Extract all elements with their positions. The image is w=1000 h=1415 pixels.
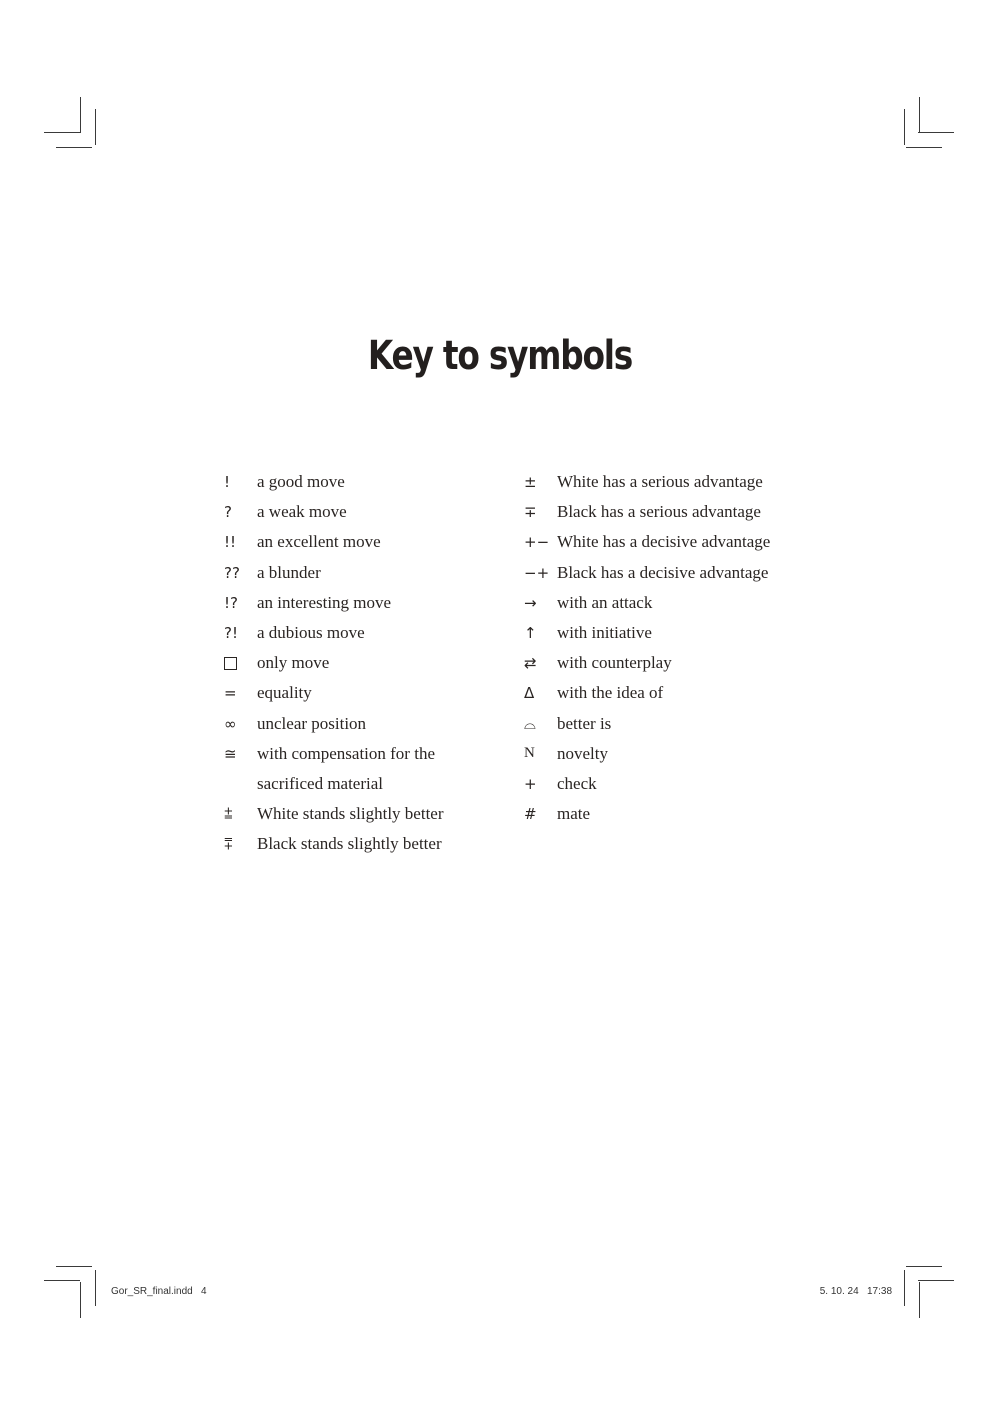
symbol-description: a weak move [257,502,347,522]
crop-mark [80,1282,81,1318]
symbol-row [224,678,444,708]
crop-mark [44,1280,80,1281]
symbol-description: an excellent move [257,532,381,552]
crop-mark [919,97,920,133]
symbol-row [224,527,444,557]
symbol: = [224,684,237,703]
symbol: + [524,774,537,793]
crop-mark [918,1280,954,1281]
arrow-right-icon: → [524,593,537,612]
symbol-description: with counterplay [557,653,672,673]
symbol-description: unclear position [257,713,367,733]
symbol-row [524,618,770,648]
symbol-description: equality [257,683,312,703]
symbol-row [224,588,444,618]
symbol-description: check [557,773,597,793]
symbol-description: Black has a decisive advantage [557,562,769,582]
crop-mark [56,1266,92,1267]
footer-timestamp: 5. 10. 24 17:38 [819,1286,892,1297]
symbol-row [524,678,770,708]
symbol-row [524,497,770,527]
symbol-row [524,467,770,497]
symbol-row [224,497,444,527]
symbol: ⩱ [224,835,233,854]
symbol-row [224,558,444,588]
symbol-description: a blunder [257,562,321,582]
symbol-description: better is [557,713,612,733]
symbols-left-column [224,467,444,859]
symbol: +− [524,533,550,552]
symbol-description: a dubious move [257,623,365,643]
crop-mark [56,147,92,148]
symbol-description: only move [257,653,330,673]
crop-mark [919,1282,920,1318]
symbol-description: sacrificed material [257,773,384,793]
footer-file-info: Gor_SR_final.indd 4 [111,1286,207,1297]
symbols-right-column [524,467,770,829]
crop-mark [906,1266,942,1267]
symbol: ⩲ [224,805,233,824]
symbol-row [524,588,770,618]
symbol-row [524,558,770,588]
exchange-arrows-icon: ⇄ [524,654,537,673]
symbol: ∓ [524,503,537,522]
symbol: ⌓ [524,714,536,733]
crop-mark [904,109,905,145]
symbol-row [524,769,770,799]
symbol-row [524,648,770,678]
crop-mark [95,109,96,145]
symbol: ?! [224,624,238,643]
symbol: Δ [524,684,535,703]
symbol-description: mate [557,804,591,824]
symbol-row [224,829,444,859]
symbol: ± [524,473,537,492]
symbol-row [524,739,770,769]
symbol: ∞ [224,714,237,733]
arrow-up-icon: ↑ [524,624,537,643]
crop-mark [918,132,954,133]
symbol-description: White has a serious advantage [557,472,763,492]
symbol-row [224,648,444,678]
symbol: ≅ [224,744,237,763]
symbol-row [224,799,444,829]
symbol-row [224,769,444,799]
symbol-row [524,709,770,739]
symbol-row [224,739,444,769]
symbol-row [524,799,770,829]
crop-mark [95,1270,96,1306]
symbol-description: an interesting move [257,592,392,612]
only-move-square-icon [224,654,257,672]
symbol-description: with compensation for the [257,743,435,763]
symbol-description: with the idea of [557,683,664,703]
symbol-row [224,467,444,497]
page-title: Key to symbols [367,333,633,379]
symbol: !? [224,593,238,612]
symbol-description: with initiative [557,623,652,643]
crop-mark [44,132,80,133]
symbol-description: White has a decisive advantage [557,532,771,552]
symbol-row [224,709,444,739]
symbol: !! [224,533,237,552]
symbol-description: with an attack [557,592,653,612]
symbol: ?? [224,563,240,582]
crop-mark [904,1270,905,1306]
symbol-row [524,527,770,557]
crop-mark [80,97,81,133]
symbol: −+ [524,563,550,582]
symbol-description: Black stands slightly better [257,834,442,854]
crop-mark [906,147,942,148]
symbol: N [524,745,535,762]
symbol-description: novelty [557,743,608,763]
symbol-description: White stands slightly better [257,804,444,824]
symbol-description: Black has a serious advantage [557,502,761,522]
symbol-description: a good move [257,472,345,492]
symbol-row [224,618,444,648]
symbol: ? [224,503,232,522]
symbol: ! [224,473,231,492]
symbol: # [524,805,537,824]
